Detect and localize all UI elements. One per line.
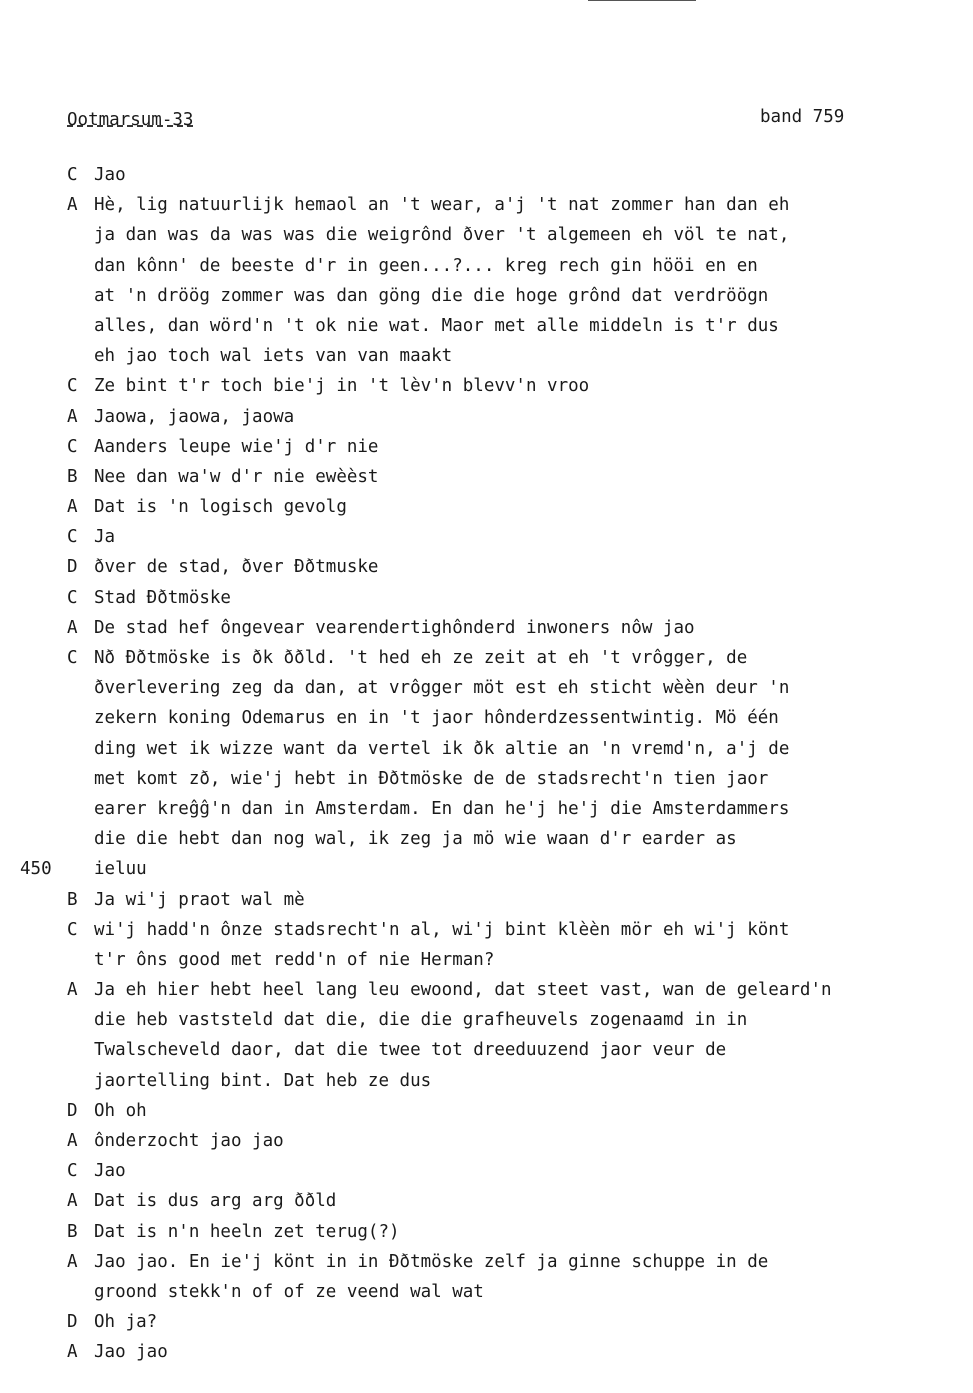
utterance-line bbox=[94, 371, 967, 401]
utterance-text: Jao bbox=[94, 1161, 126, 1182]
transcript-turn bbox=[67, 402, 967, 432]
transcript-turn bbox=[67, 190, 967, 371]
transcript-turn bbox=[67, 371, 967, 401]
utterance-text: Dat is dus arg arg ððld bbox=[94, 1191, 337, 1212]
transcript-turn bbox=[67, 1217, 967, 1247]
utterance-line bbox=[94, 945, 967, 975]
top-rule bbox=[588, 0, 696, 1]
transcript-turn bbox=[67, 160, 967, 190]
utterance-text: Jao bbox=[94, 165, 126, 185]
transcript-turn bbox=[67, 492, 967, 522]
utterance-line bbox=[94, 1156, 967, 1186]
speaker-label: A bbox=[67, 195, 78, 216]
utterance-text: groond stekk'n of of ze veend wal wat bbox=[94, 1281, 484, 1302]
utterance-text: Nð Ððtmöske is ðk ððld. 't hed eh ze zeit at eh 't vrôgger, de bbox=[94, 648, 748, 668]
speaker-label: A bbox=[67, 1131, 78, 1151]
utterance-line bbox=[94, 251, 967, 281]
speaker-label: C bbox=[67, 165, 78, 185]
utterance-line bbox=[94, 885, 967, 915]
speaker-label: B bbox=[67, 1221, 78, 1242]
utterance-text: zekern koning Odemarus en in 't jaor hônderdzessentwintig. Mö één bbox=[94, 708, 779, 729]
utterance-text: Jao jao. En ie'j könt in in Ððtmöske zelf ja ginne schuppe in de bbox=[94, 1251, 769, 1272]
transcript-turn bbox=[67, 583, 967, 613]
utterance-line bbox=[94, 1066, 967, 1096]
document-id: Ootmarsum-33 bbox=[67, 110, 194, 130]
utterance-line bbox=[94, 281, 967, 311]
utterance-line bbox=[94, 190, 967, 220]
transcript-turn bbox=[67, 1156, 967, 1186]
utterance-text: ônderzocht jao jao bbox=[94, 1131, 284, 1151]
speaker-label: C bbox=[67, 376, 78, 397]
speaker-label: C bbox=[67, 919, 78, 940]
utterance-line bbox=[94, 1035, 967, 1065]
utterance-line bbox=[94, 432, 967, 462]
utterance-text: Dat is 'n logisch gevolg bbox=[94, 497, 347, 518]
speaker-label: C bbox=[67, 527, 78, 548]
utterance-text: earer kreĝĝ'n dan in Amsterdam. En dan he'j he'j die Amsterdammers bbox=[94, 798, 790, 819]
utterance-line bbox=[94, 975, 967, 1005]
speaker-label: A bbox=[67, 980, 78, 1001]
transcript-turn bbox=[67, 432, 967, 462]
utterance-text: ieluu bbox=[94, 859, 147, 880]
utterance-text: dan kônn' de beeste d'r in geen...?... kreg rech gin hööi en en bbox=[94, 255, 758, 276]
utterance-line bbox=[94, 583, 967, 613]
utterance-text: Jaowa, jaowa, jaowa bbox=[94, 406, 295, 427]
transcript-turn bbox=[67, 885, 967, 915]
utterance-line bbox=[94, 703, 967, 733]
utterance-text: Oh oh bbox=[94, 1100, 147, 1121]
speaker-label: A bbox=[67, 497, 78, 518]
utterance-text: Aanders leupe wie'j d'r nie bbox=[94, 436, 379, 457]
utterance-line bbox=[94, 160, 967, 190]
tape-number: band 759 bbox=[760, 107, 845, 127]
utterance-text: ding wet ik wizze want da vertel ik ðk altie an 'n vremd'n, a'j de bbox=[94, 738, 790, 759]
utterance-line bbox=[94, 643, 967, 673]
utterance-text: Ja eh hier hebt heel lang leu ewoond, dat steet vast, wan de geleard'n bbox=[94, 980, 832, 1001]
utterance-line bbox=[94, 462, 967, 492]
utterance-line bbox=[94, 1186, 967, 1216]
utterance-text: at 'n dröög zommer was dan göng die die hoge grônd dat verdröögn bbox=[94, 285, 769, 306]
transcript-turn bbox=[67, 522, 967, 552]
utterance-line bbox=[94, 613, 967, 643]
utterance-text: Stad Ððtmöske bbox=[94, 587, 231, 608]
utterance-text: t'r ôns good met redd'n of nie Herman? bbox=[94, 949, 495, 970]
utterance-text: Nee dan wa'w d'r nie ewèèst bbox=[94, 466, 379, 487]
speaker-label: A bbox=[67, 1191, 78, 1212]
utterance-line bbox=[94, 522, 967, 552]
utterance-text: die heb vaststeld dat die, die die grafheuvels zogenaamd in in bbox=[94, 1010, 748, 1031]
utterance-line bbox=[94, 824, 967, 854]
utterance-line bbox=[94, 734, 967, 764]
utterance-line bbox=[94, 1005, 967, 1035]
utterance-line bbox=[20, 854, 967, 884]
speaker-label: D bbox=[67, 557, 78, 578]
transcript-turn bbox=[67, 1096, 967, 1126]
transcript-turn bbox=[67, 613, 967, 643]
speaker-label: D bbox=[67, 1100, 78, 1121]
utterance-line bbox=[94, 1126, 967, 1156]
utterance-line bbox=[94, 1277, 967, 1307]
utterance-line bbox=[94, 764, 967, 794]
utterance-text: jaortelling bint. Dat heb ze dus bbox=[94, 1070, 432, 1091]
speaker-label: C bbox=[67, 436, 78, 457]
utterance-text: ja dan was da was was die weigrônd ðver 't algemeen eh völ te nat, bbox=[94, 225, 790, 246]
utterance-line bbox=[94, 1096, 967, 1126]
utterance-text: ðver de stad, ðver Ððtmuske bbox=[94, 557, 379, 578]
utterance-text: Ja wi'j praot wal mè bbox=[94, 889, 305, 910]
utterance-line bbox=[94, 1307, 967, 1337]
utterance-line bbox=[94, 492, 967, 522]
transcript-turn bbox=[67, 462, 967, 492]
speaker-label: A bbox=[67, 406, 78, 427]
speaker-label: C bbox=[67, 1161, 78, 1182]
speaker-label: A bbox=[67, 1342, 78, 1363]
utterance-line bbox=[94, 402, 967, 432]
transcript-turn bbox=[67, 1247, 967, 1307]
utterance-text: Dat is n'n heeln zet terug(?) bbox=[94, 1221, 400, 1242]
utterance-line bbox=[94, 220, 967, 250]
transcript-turn bbox=[67, 1337, 967, 1367]
utterance-line bbox=[94, 341, 967, 371]
utterance-text: Ze bint t'r toch bie'j in 't lèv'n blevv'n vroo bbox=[94, 376, 590, 397]
speaker-label: C bbox=[67, 587, 78, 608]
speaker-label: B bbox=[67, 889, 78, 910]
utterance-line bbox=[94, 552, 967, 582]
speaker-label: D bbox=[67, 1312, 78, 1333]
transcript-turn bbox=[67, 1307, 967, 1337]
transcript-turn bbox=[67, 915, 967, 975]
transcript-body bbox=[20, 160, 967, 1368]
utterance-text: Twalscheveld daor, dat die twee tot dreeduuzend jaor veur de bbox=[94, 1040, 727, 1061]
utterance-text: Jao jao bbox=[94, 1342, 168, 1363]
transcript-turn bbox=[67, 1126, 967, 1156]
utterance-text: wi'j hadd'n ônze stadsrecht'n al, wi'j bint klèèn mör eh wi'j könt bbox=[94, 919, 790, 940]
speaker-label: B bbox=[67, 466, 78, 487]
utterance-text: eh jao toch wal iets van van maakt bbox=[94, 346, 453, 367]
utterance-line bbox=[94, 1247, 967, 1277]
utterance-text: die die hebt dan nog wal, ik zeg ja mö wie waan d'r earder as bbox=[94, 829, 737, 850]
utterance-line bbox=[94, 1217, 967, 1247]
utterance-text: De stad hef ôngevear vearendertighônderd inwoners nôw jao bbox=[94, 617, 695, 638]
utterance-line bbox=[94, 311, 967, 341]
speaker-label: A bbox=[67, 617, 78, 638]
speaker-label: A bbox=[67, 1251, 78, 1272]
speaker-label: C bbox=[67, 648, 78, 668]
utterance-text: ðverlevering zeg da dan, at vrôgger möt est eh sticht wèèn deur 'n bbox=[94, 678, 790, 699]
utterance-line bbox=[94, 915, 967, 945]
utterance-text: met komt zð, wie'j hebt in Ððtmöske de de stadsrecht'n tien jaor bbox=[94, 768, 769, 789]
transcript-turn bbox=[67, 975, 967, 1096]
utterance-line bbox=[94, 673, 967, 703]
transcript-turn bbox=[20, 643, 967, 885]
utterance-text: Oh ja? bbox=[94, 1312, 158, 1333]
utterance-line bbox=[94, 1337, 967, 1367]
utterance-text: Hè, lig natuurlijk hemaol an 't wear, a'j 't nat zommer han dan eh bbox=[94, 195, 790, 216]
transcript-turn bbox=[67, 552, 967, 582]
margin-line-number: 450 bbox=[20, 859, 52, 880]
utterance-text: alles, dan wörd'n 't ok nie wat. Maor met alle middeln is t'r dus bbox=[94, 315, 779, 336]
utterance-line bbox=[94, 794, 967, 824]
transcript-turn bbox=[67, 1186, 967, 1216]
utterance-text: Ja bbox=[94, 527, 116, 548]
